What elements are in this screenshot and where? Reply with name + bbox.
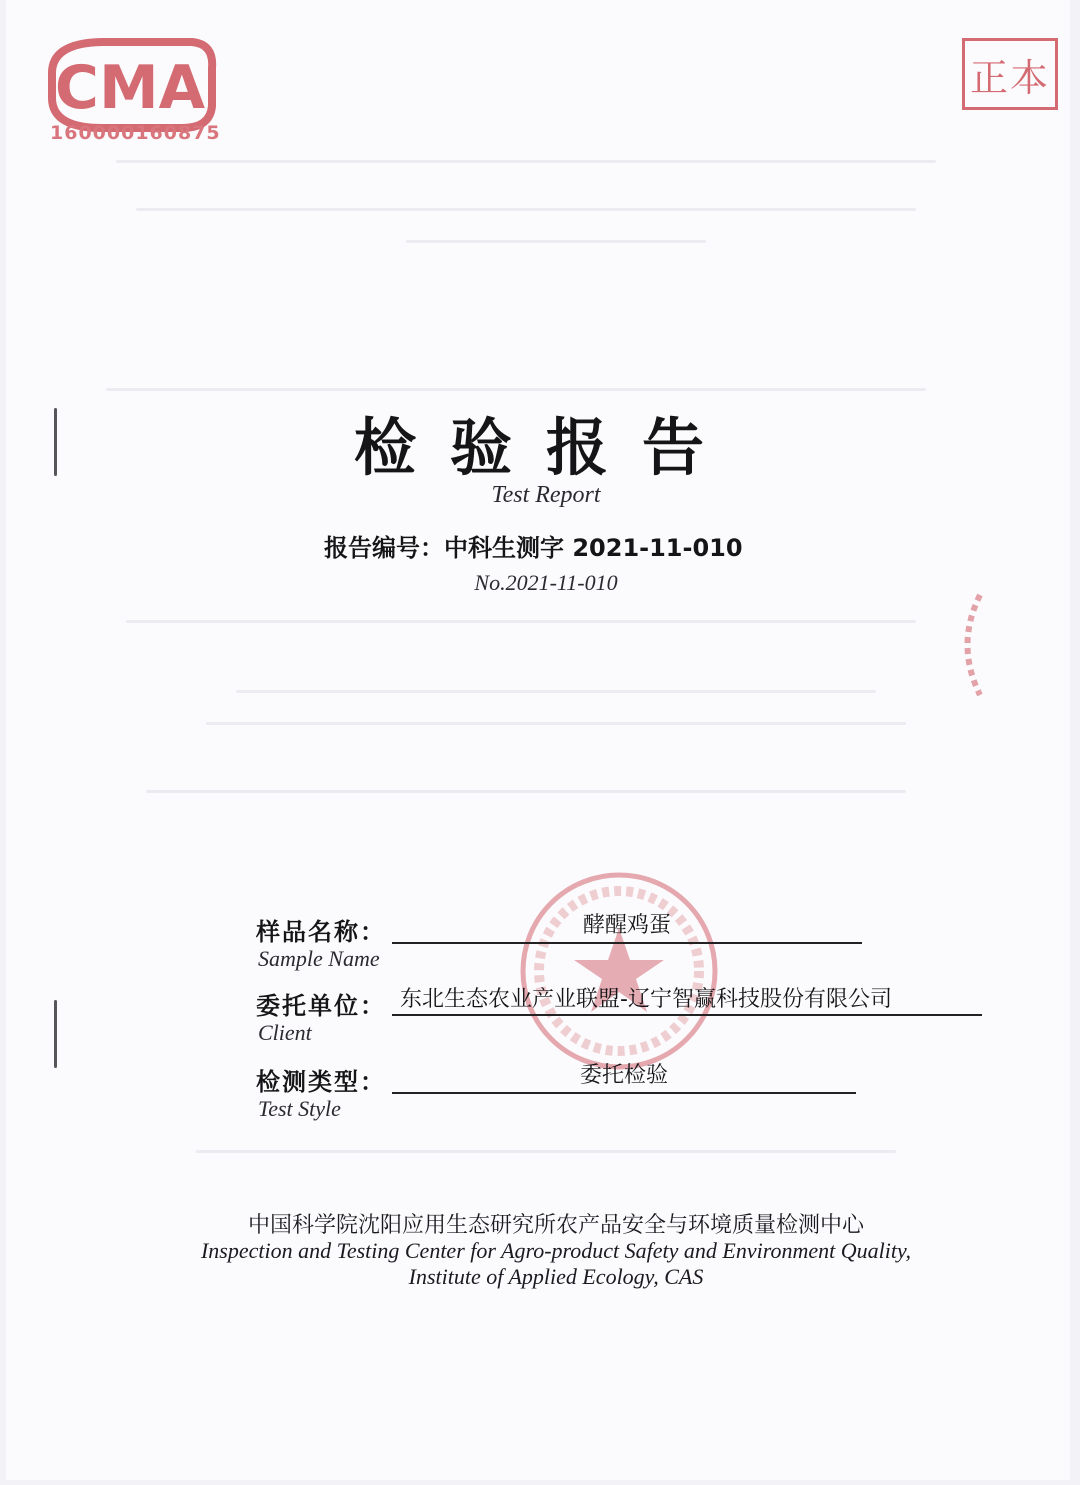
staple-mark [54,1000,57,1068]
show-through-line [236,690,876,693]
show-through-line [146,790,906,793]
test-style-field [256,1062,668,1121]
report-title: 检验报告 [353,411,738,484]
issuing-organization-en-line1: Inspection and Testing Center for Agro-product Safety and Environment Quality, [200,1238,912,1263]
cma-certificate-number: 160000160875 [50,122,221,144]
issuing-organization: 中国科学院沈阳应用生态研究所农产品安全与环境质量检测中心 [247,1213,864,1238]
client-label: 委托单位： [256,992,386,1020]
test-style-value: 委托检验 [392,1062,856,1094]
show-through-line [406,240,706,243]
official-seal-icon [514,866,724,1076]
show-through-line [106,388,926,391]
sample-name-label: 样品名称： [256,918,386,946]
report-number: 报告编号：中科生测字 2021-11-010 [324,534,743,562]
edge-seal-fragment-icon [950,590,990,700]
test-style-label: 检测类型： [256,1068,386,1096]
client-field [256,986,892,1045]
show-through-line [116,160,936,163]
issuing-organization-en-line2: Institute of Applied Ecology, CAS [408,1264,704,1289]
show-through-line [126,620,916,623]
original-copy-stamp: 正本 [962,38,1058,110]
sample-name-label-en: Sample Name [258,946,380,971]
show-through-line [206,722,906,725]
client-label-en: Client [258,1020,312,1045]
sample-name-field [256,912,671,971]
sample-name-value: 酵醒鸡蛋 [392,912,862,944]
show-through-line [196,1150,896,1153]
show-through-line [136,208,916,211]
report-title-en: Test Report [491,482,601,508]
client-value: 东北生态农业产业联盟-辽宁智赢科技股份有限公司 [392,986,982,1016]
svg-text:CMA: CMA [54,53,206,123]
test-style-label-en: Test Style [258,1096,341,1121]
report-cover-page [6,0,1070,1480]
report-number-en: No.2021-11-010 [474,570,618,595]
